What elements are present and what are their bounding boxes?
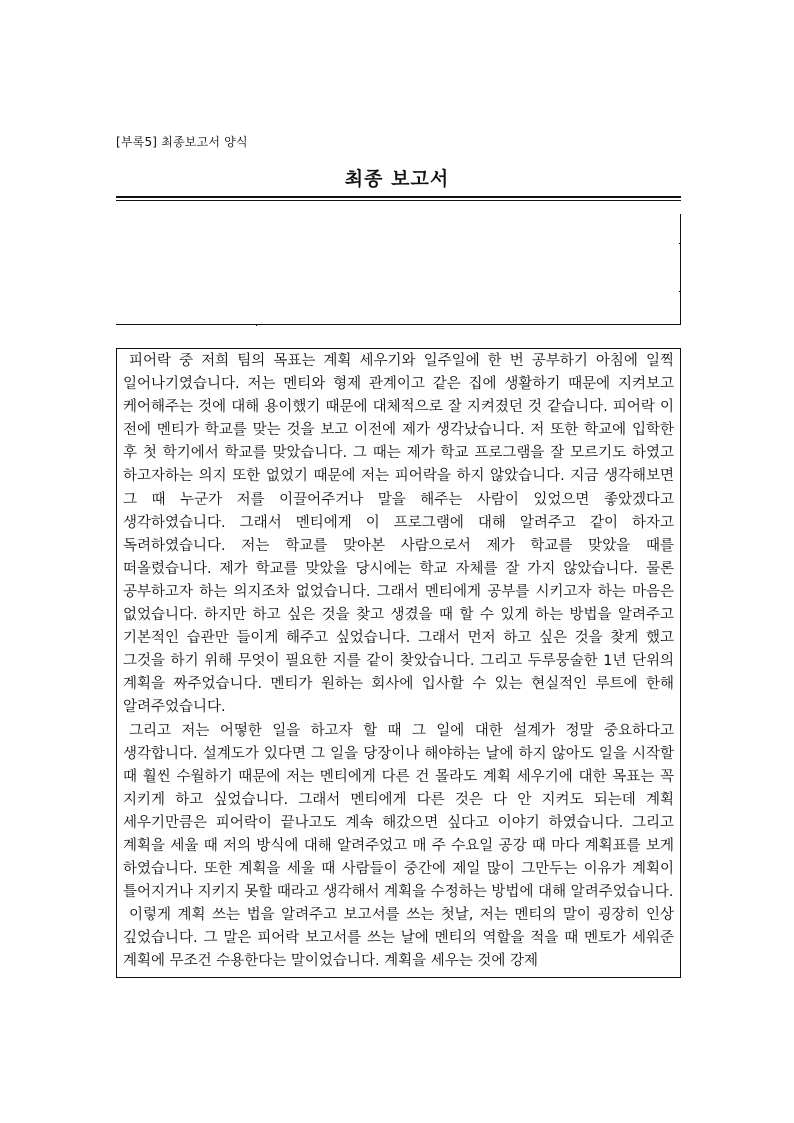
info-table-column-mark (256, 324, 257, 326)
info-table-right-border (680, 214, 681, 325)
info-table-row-tick (679, 291, 681, 292)
body-paragraph: 피어락 중 저희 팀의 목표는 계획 세우기와 일주일에 한 번 공부하기 아침에 일찍 일어나기였습니다. 저는 멘티와 형제 관계이고 같은 집에 생활하기 때문에 지켜보고 케어해주는 것에 대해 용이했기 때문에 대체적으로 잘 지켜졌던 것 같습니다. 피어락 이 전에 멘티가 학교를 맞는 것을 보고 이전에 제가 생각났습니다. 저 또한 학교에 입학한 후 첫 학기에서 학교를 맞았습니다. 그 때는 제가 학교 프로그램을 잘 모르기도 하였고 하고자하는 의지 또한 없었기 때문에 저는 피어락을 하지 않았습니다. 지금 생각해보면 그 때 누군가 저를 이끌어주거나 말을 해주는 사람이 있었으면 좋았겠다고 생각하였습니다. 그래서 멘티에게 이 프로그램에 대해 알려주고 같이 하자고 독려하였습니다. 저는 학교를 맞아본 사람으로서 제가 학교를 맞았을 때를 떠올렸습니다. 제가 학교를 맞았을 당시에는 학교 자체를 잘 가지 않았습니다. 물론 공부하고자 하는 의지조차 없었습니다. 그래서 멘티에게 공부를 시키고자 하는 마음은 없었습니다. 하지만 하고 싶은 것을 찾고 생겼을 때 할 수 있게 하는 방법을 알려주고 기본적인 습관만 들이게 해주고 싶었습니다. 그래서 먼저 하고 싶은 것을 찾게 했고 그것을 하기 위해 무엇이 필요한 지를 같이 찾았습니다. 그리고 두루뭉술한 1년 단위의 계획을 짜주었습니다. 멘티가 원하는 회사에 입사할 수 있는 현실적인 루트에 한해 알려주었습니다. (123, 353, 674, 716)
title-rule-thick (116, 196, 681, 198)
info-table (116, 214, 681, 325)
title-rule-thin (116, 200, 681, 201)
info-table-bottom-border (116, 324, 681, 325)
body-paragraph: 그리고 저는 어떻한 일을 하고자 할 때 그 일에 대한 설계가 정말 중요하다고 생각합니다. 설계도가 있다면 그 일을 당장이나 해야하는 날에 하지 않아도 일을 시작할 때 훨씬 수월하기 때문에 저는 멘티에게 다른 건 몰라도 계획 세우기에 대한 목표는 꼭 지키게 하고 싶었습니다. 그래서 멘티에게 다른 것은 다 안 지켜도 되는데 계획 세우기만큼은 피어락이 끝나고도 계속 해갔으면 싶다고 이야기 하였습니다. 그리고 계획을 세울 때 저의 방식에 대해 알려주었고 매 주 수요일 공강 때 마다 계획표를 보게 하였습니다. 또한 계획을 세울 때 사람들이 중간에 제일 많이 그만두는 이유가 계획이 틀어지거나 지키지 못할 때라고 생각해서 계획을 수정하는 방법에 대해 알려주었습니다. (123, 722, 674, 901)
appendix-label: [부록5] 최종보고서 양식 (116, 135, 248, 149)
report-title: 최종 보고서 (344, 168, 450, 190)
report-body (116, 348, 681, 978)
body-paragraph: 이렇게 계획 쓰는 법을 알려주고 보고서를 쓰는 첫날, 저는 멘티의 말이 굉장히 인상 깊었습니다. 그 말은 피어락 보고서를 쓰는 날에 멘티의 역할을 적을 때 멘토가 세워준 계획에 무조건 수용한다는 말이었습니다. 계획을 세우는 것에 강제 (123, 907, 674, 970)
info-table-row-tick (679, 243, 681, 244)
